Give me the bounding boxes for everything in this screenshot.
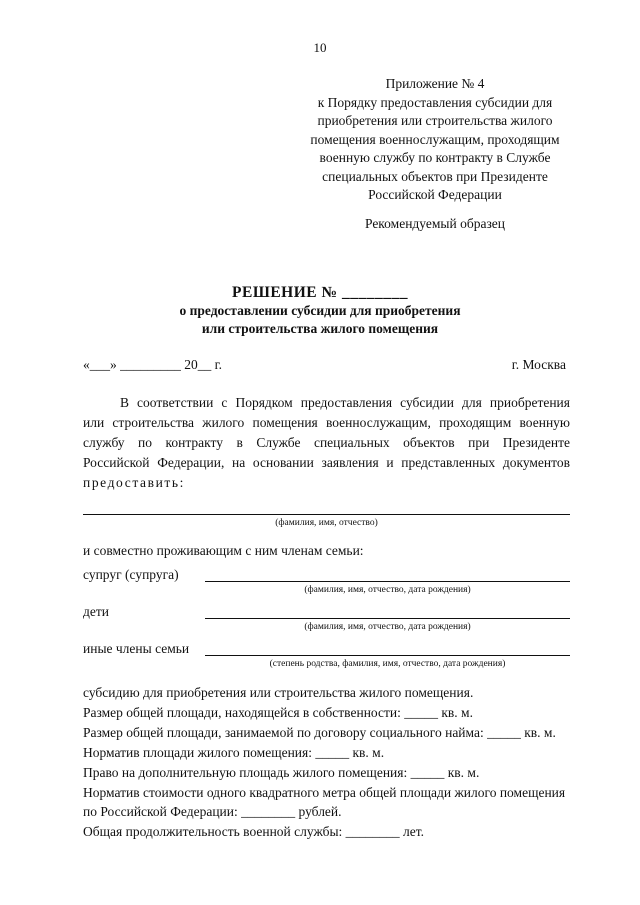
detail-line: Норматив площади жилого помещения: _____ кв. м. <box>83 745 385 760</box>
body-line: службу по контракту в Службе специальных объектов при Президенте <box>83 435 570 450</box>
detail-line: Общая продолжительность военной службы: ________ лет. <box>83 824 425 839</box>
detail-line: Размер общей площади, занимаемой по договору социального найма: _____ кв. м. <box>83 725 556 740</box>
appendix-header <box>292 75 578 205</box>
sample-label: Рекомендуемый образец <box>364 216 505 231</box>
subtitle-line: или строительства жилого помещения <box>201 321 439 336</box>
page-number: 10 <box>313 40 327 55</box>
detail-line: по Российской Федерации: ________ рублей. <box>83 804 342 819</box>
other-members-label: иные члены семьи <box>83 641 190 656</box>
appendix-line: специальных объектов при Президенте <box>322 168 548 184</box>
body-line: Российской Федерации, на основании заявления и представленных документов <box>83 455 570 470</box>
date-line: «___» _________ 20__ г. <box>83 357 223 372</box>
spouse-caption: (фамилия, имя, отчество, дата рождения) <box>304 585 471 595</box>
appendix-line: Приложение № 4 <box>385 76 485 91</box>
subtitle-line: о предоставлении субсидии для приобретения <box>179 303 461 318</box>
spouse-line <box>205 581 570 582</box>
children-label: дети <box>83 604 109 619</box>
children-caption: (фамилия, имя, отчество, дата рождения) <box>304 622 471 632</box>
detail-line: Размер общей площади, находящейся в собственности: _____ кв. м. <box>83 705 473 720</box>
other-members-line <box>205 655 570 656</box>
recipient-caption: (фамилия, имя, отчество) <box>275 518 378 528</box>
detail-line: Право на дополнительную площадь жилого помещения: _____ кв. м. <box>83 765 480 780</box>
appendix-line: военную службу по контракту в Службе <box>319 150 551 165</box>
appendix-line: помещения военнослужащим, проходящим <box>310 131 560 147</box>
document-subtitle <box>0 302 640 338</box>
document-title: РЕШЕНИЕ № ________ <box>232 284 408 301</box>
detail-line: Норматив стоимости одного квадратного метра общей площади жилого помещения <box>83 785 566 800</box>
body-line: или строительства жилого помещения военнослужащим, проходящим военную <box>83 415 570 430</box>
appendix-line: к Порядку предоставления субсидии для <box>317 94 553 110</box>
spouse-label: супруг (супруга) <box>83 567 179 582</box>
detail-line: субсидию для приобретения или строительства жилого помещения. <box>83 685 474 700</box>
recipient-name-line <box>83 514 570 515</box>
body-line: предоставить: <box>83 475 185 490</box>
body-paragraph <box>83 393 570 493</box>
body-line: В соответствии с Порядком предоставления субсидии для приобретения <box>120 395 570 410</box>
other-members-caption: (степень родства, фамилия, имя, отчество, дата рождения) <box>269 659 506 669</box>
family-intro: и совместно проживающим с ним членам семьи: <box>83 543 364 558</box>
appendix-line: приобретения или строительства жилого <box>317 113 553 128</box>
city-name: г. Москва <box>511 357 566 372</box>
appendix-line: Российской Федерации <box>368 187 502 202</box>
children-line <box>205 618 570 619</box>
